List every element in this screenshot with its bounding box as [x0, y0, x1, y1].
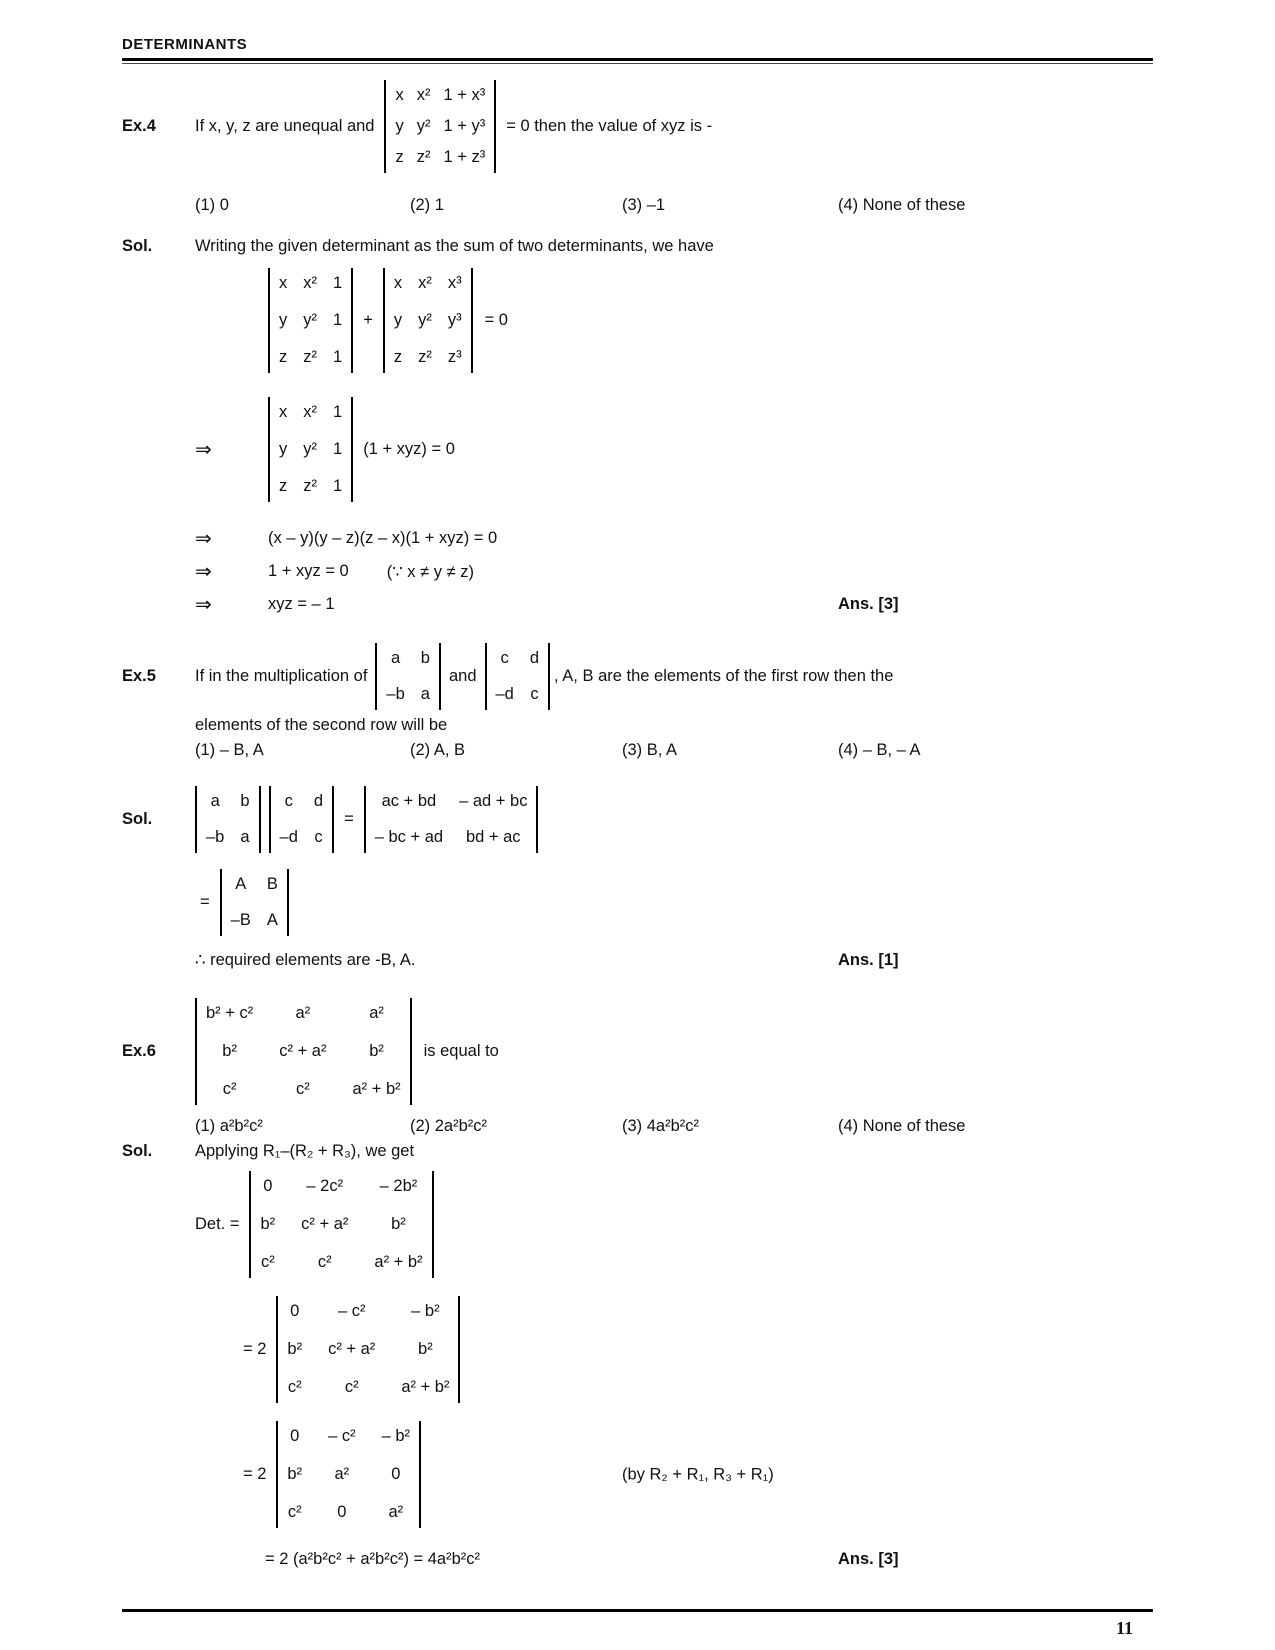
matrix-cell: x² [303, 274, 317, 292]
matrix-cell: b² [418, 1340, 433, 1358]
ex6-sol-determinant-1 [249, 1171, 433, 1278]
matrix-cell: a² + b² [401, 1378, 450, 1396]
matrix-cell: 1 [333, 403, 343, 421]
matrix-cell: x³ [447, 274, 462, 292]
ex5-sol-result-determinant [220, 869, 289, 936]
matrix-cell: c² [295, 1080, 310, 1098]
matrix-cell: 1 [333, 477, 343, 495]
factor-two: = 2 [243, 1465, 267, 1483]
page-title: DETERMINANTS [122, 36, 248, 53]
matrix-cell: ac + bd [381, 792, 437, 810]
ex6-options-row [122, 1117, 1153, 1136]
matrix-cell: 0 [290, 1302, 300, 1320]
matrix-cell: b² [369, 1042, 384, 1060]
ex6-sol-factor-row-2 [122, 1421, 1153, 1528]
since-note: (∵ x ≠ y ≠ z) [386, 562, 474, 581]
matrix-cell: c² + a² [328, 1340, 376, 1358]
matrix-cell: – c² [328, 1427, 356, 1445]
expanded-product: (x – y)(y – z)(z – x)(1 + xyz) = 0 [268, 529, 498, 547]
matrix-cell: x [395, 85, 404, 104]
matrix-cell: 1 [333, 348, 343, 366]
ex5-answer: Ans. [1] [838, 950, 899, 969]
implies-arrow: ⇒ [195, 439, 212, 461]
implies-arrow: ⇒ [195, 528, 212, 550]
one-plus-xyz: 1 + xyz = 0 [268, 562, 349, 580]
ex4-label: Ex.4 [122, 116, 156, 135]
ex4-sol-intro: Writing the given determinant as the sum of two determinants, we have [195, 237, 714, 255]
ex4-sol-line4-row [122, 592, 1153, 617]
ex5-option-2: (2) A, B [410, 741, 466, 759]
matrix-cell: y² [416, 116, 431, 135]
matrix-cell: c [500, 649, 509, 667]
matrix-cell: 1 + x³ [443, 85, 486, 104]
matrix-cell: y² [418, 311, 432, 329]
matrix-cell: d [529, 649, 540, 667]
matrix-cell: y² [303, 311, 317, 329]
matrix-cell: A [235, 875, 247, 893]
ex6-label: Ex.6 [122, 1042, 156, 1060]
matrix-cell: x [279, 274, 288, 292]
matrix-cell: z² [418, 348, 432, 366]
matrix-cell: 1 + z³ [443, 147, 486, 166]
ex5-options [195, 741, 1153, 760]
xyz-result: xyz = – 1 [268, 595, 335, 613]
matrix-cell: x² [303, 403, 317, 421]
matrix-cell: z² [303, 477, 317, 495]
matrix-cell: a² [295, 1004, 311, 1022]
matrix-cell: b [420, 649, 430, 667]
matrix-cell: a [210, 792, 220, 810]
plus-sign: + [363, 311, 373, 329]
ex6-option-2: (2) 2a²b²c² [410, 1117, 488, 1135]
matrix-cell: c² + a² [279, 1042, 327, 1060]
matrix-cell: – ad + bc [459, 792, 528, 810]
matrix-cell: c [530, 685, 539, 703]
matrix-cell: 0 [290, 1427, 300, 1445]
matrix-cell: B [266, 875, 278, 893]
matrix-cell: – 2b² [379, 1177, 418, 1195]
ex4-determinant [384, 80, 496, 173]
matrix-cell: 0 [337, 1503, 347, 1521]
ex5-option-1: (1) – B, A [195, 741, 264, 759]
matrix-cell: c² [287, 1503, 302, 1521]
ex6-sol-intro-row [122, 1142, 1153, 1161]
matrix-cell: b² + c² [206, 1004, 254, 1022]
ex4-question-row [122, 78, 1153, 174]
matrix-cell: a² [334, 1465, 350, 1483]
matrix-cell: 1 [333, 440, 343, 458]
ex5-label: Ex.5 [122, 667, 156, 685]
ex4-question-prefix: If x, y, z are unequal and [195, 116, 375, 135]
ex5-question-row [122, 643, 1153, 710]
matrix-cell: x [279, 403, 288, 421]
matrix-cell: a² [388, 1503, 404, 1521]
ex4-answer: Ans. [3] [838, 595, 899, 613]
matrix-cell: a² + b² [374, 1253, 423, 1271]
ex6-sol-intro: Applying R₁–(R₂ + R₃), we get [195, 1142, 415, 1160]
ex4-option-1: (1) 0 [195, 196, 229, 214]
ex6-sol-det-row [122, 1171, 1153, 1278]
matrix-cell: z² [303, 348, 317, 366]
ex4-option-4: (4) None of these [838, 196, 966, 214]
implies-arrow: ⇒ [195, 594, 212, 616]
matrix-cell: 0 [391, 1465, 401, 1483]
ex5-sol-row [122, 786, 1153, 853]
ex6-final-result: = 2 (a²b²c² + a²b²c²) = 4a²b²c² [265, 1550, 481, 1568]
matrix-cell: – bc + ad [374, 828, 444, 846]
factored-determinant [268, 397, 353, 502]
matrix-cell: 1 [333, 311, 343, 329]
ex4-sol-intro-row [122, 237, 1153, 256]
ex4-option-3: (3) –1 [622, 196, 666, 214]
ex5-question-part1: If in the multiplication of [195, 667, 368, 685]
det-equals-label: Det. = [195, 1215, 240, 1233]
matrix-cell: c² [260, 1253, 275, 1271]
ex5-determinant-b [485, 643, 551, 710]
ex5-sol-determinant-b [269, 786, 335, 853]
ex4-sol-implies-det-row [122, 397, 1153, 502]
matrix-cell: b² [391, 1215, 406, 1233]
matrix-cell: y [279, 440, 288, 458]
matrix-cell: 1 [333, 274, 343, 292]
ex5-sol-label: Sol. [122, 810, 153, 828]
ex4-sol-line3-row [122, 559, 1153, 584]
ex6-question-suffix: is equal to [423, 1042, 499, 1060]
matrix-cell: y³ [447, 311, 462, 329]
ex5-question-part3: elements of the second row will be [195, 716, 448, 734]
matrix-cell: z [395, 147, 404, 166]
ex5-conclusion: ∴ required elements are -B, A. [195, 951, 416, 969]
matrix-cell: 0 [263, 1177, 273, 1195]
matrix-cell: a² [369, 1004, 384, 1022]
matrix-cell: –d [279, 828, 298, 846]
ex6-options [195, 1117, 1153, 1136]
matrix-cell: c² [287, 1378, 302, 1396]
matrix-cell: d [313, 792, 324, 810]
ex5-and: and [448, 667, 477, 685]
matrix-cell: b² [287, 1465, 303, 1483]
matrix-cell: a [391, 649, 401, 667]
ex5-option-4: (4) – B, – A [838, 741, 921, 759]
ex6-option-1: (1) a²b²c² [195, 1117, 263, 1135]
matrix-cell: y² [303, 440, 317, 458]
factor-two: = 2 [243, 1340, 267, 1358]
matrix-cell: z² [416, 147, 431, 166]
implies-arrow: ⇒ [195, 561, 212, 583]
ex6-sol-determinant-2 [276, 1296, 460, 1403]
ex4-question-suffix: = 0 then the value of xyz is - [506, 116, 713, 135]
ex4-sol-sum-row [195, 268, 1153, 373]
matrix-cell: z [279, 348, 288, 366]
footer-rule [122, 1609, 1153, 1612]
matrix-cell: c [284, 792, 293, 810]
ex5-question-part2: , A, B are the elements of the first row then the [554, 667, 894, 685]
matrix-cell: z [279, 477, 288, 495]
ex5-sol-product-determinant [364, 786, 539, 853]
matrix-cell: x² [418, 274, 432, 292]
matrix-cell: y [395, 116, 404, 135]
matrix-cell: b² [287, 1340, 303, 1358]
ex4-sol-label: Sol. [122, 237, 153, 255]
matrix-cell: a [420, 685, 430, 703]
ex6-sol-final-row [122, 1550, 1153, 1569]
ex5-determinant-a [375, 643, 441, 710]
matrix-cell: c² [317, 1253, 332, 1271]
ex6-option-3: (3) 4a²b²c² [622, 1117, 700, 1135]
ex5-sol-result-row [122, 869, 1153, 936]
matrix-cell: bd + ac [465, 828, 521, 846]
ex5-options-row [122, 741, 1153, 760]
ex4-sol-line2-row [122, 526, 1153, 551]
matrix-cell: a [240, 828, 250, 846]
matrix-cell: – c² [337, 1302, 366, 1320]
matrix-cell: b² [222, 1042, 237, 1060]
matrix-cell: c² [344, 1378, 359, 1396]
matrix-cell: y [279, 311, 288, 329]
matrix-cell: –b [386, 685, 405, 703]
matrix-cell: y [393, 311, 403, 329]
equals-sign: = [344, 810, 354, 828]
ex6-sol-label: Sol. [122, 1142, 153, 1160]
matrix-cell: – b² [411, 1302, 440, 1320]
ex5-question-wrap-row [122, 716, 1153, 735]
matrix-cell: A [266, 911, 278, 929]
matrix-cell: c² + a² [301, 1215, 349, 1233]
ex6-question-row [122, 998, 1153, 1105]
ex6-answer: Ans. [3] [838, 1550, 899, 1568]
matrix-cell: – 2c² [306, 1177, 344, 1195]
matrix-cell: –b [206, 828, 225, 846]
matrix-cell: –d [495, 685, 514, 703]
ex6-sol-determinant-3 [276, 1421, 421, 1528]
ex5-option-3: (3) B, A [622, 741, 678, 759]
matrix-cell: z³ [447, 348, 462, 366]
ex6-option-4: (4) None of these [838, 1117, 966, 1135]
ex5-sol-determinant-a [195, 786, 261, 853]
ex5-conclusion-row [122, 950, 1153, 970]
ex4-option-2: (2) 1 [410, 196, 444, 214]
matrix-cell: b² [260, 1215, 276, 1233]
matrix-cell: –B [230, 911, 251, 929]
sum-determinant-1 [268, 268, 353, 373]
row-operation-note: (by R₂ + R₁, R₃ + R₁) [622, 1465, 774, 1483]
matrix-cell: 1 + y³ [443, 116, 486, 135]
matrix-cell: z [393, 348, 403, 366]
page-number: 11 [1115, 1618, 1133, 1638]
matrix-cell: b [240, 792, 250, 810]
equals-zero: = 0 [484, 311, 508, 329]
matrix-cell: – b² [381, 1427, 411, 1445]
matrix-cell: c² [222, 1080, 237, 1098]
ex6-sol-factor-row-1 [122, 1296, 1153, 1403]
matrix-cell: c [314, 828, 323, 846]
ex6-determinant [195, 998, 412, 1105]
sum-determinant-2 [383, 268, 473, 373]
ex4-options-row [122, 196, 1153, 215]
ex4-options [195, 196, 1153, 215]
equals-sign: = [200, 893, 210, 911]
matrix-cell: a² + b² [352, 1080, 401, 1098]
matrix-cell: x [393, 274, 403, 292]
matrix-cell: x² [416, 85, 431, 104]
factored-suffix: (1 + xyz) = 0 [363, 440, 455, 458]
header-rule [122, 58, 1153, 64]
